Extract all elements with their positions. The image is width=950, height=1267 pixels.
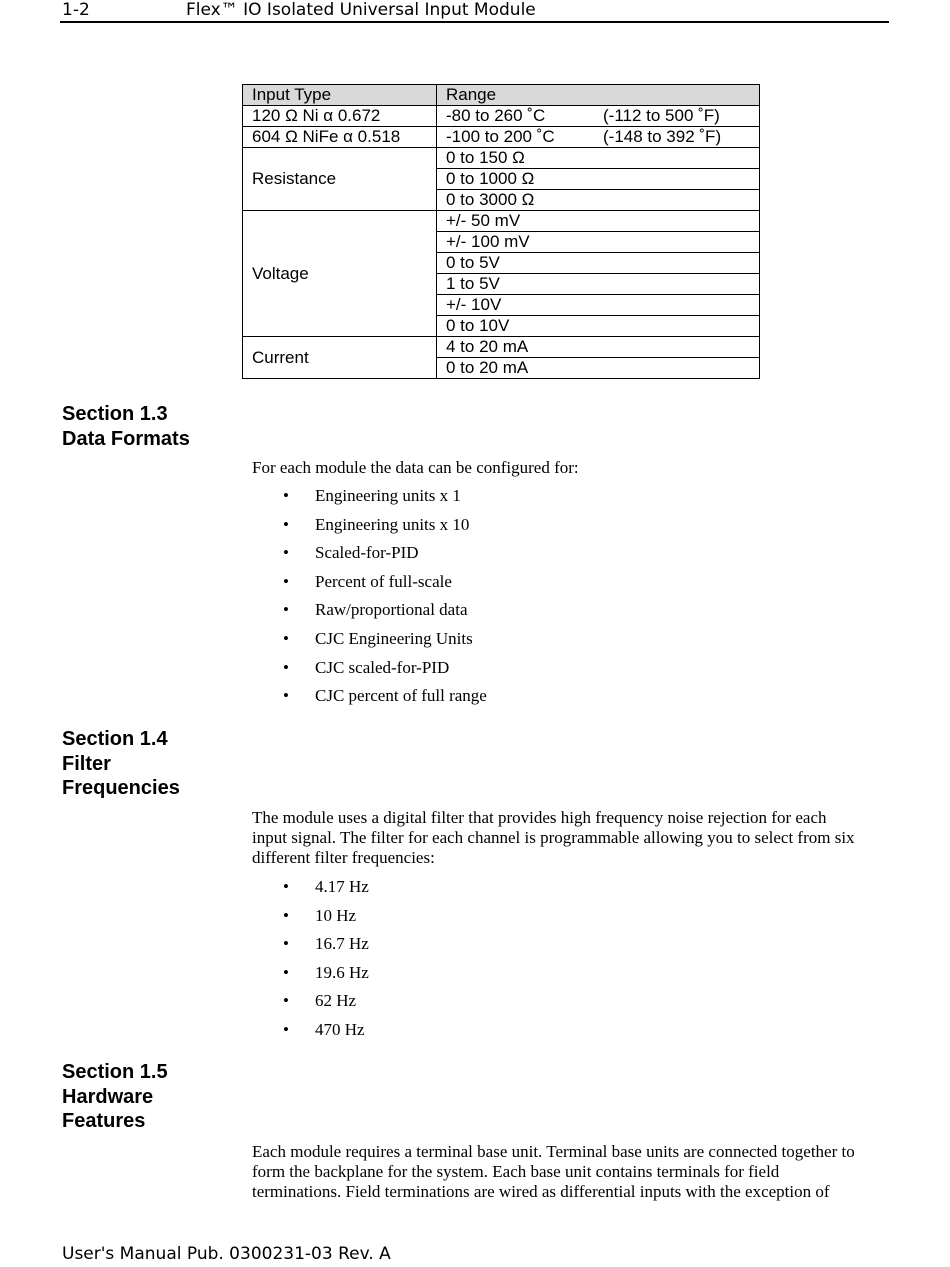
bullet-icon: •	[283, 514, 289, 534]
range-cell: +/- 100 mV	[437, 232, 760, 253]
list-item-text: Engineering units x 1	[315, 486, 461, 505]
table-row	[243, 127, 760, 148]
section-title: Frequencies	[62, 777, 180, 799]
paragraph-line: different filter frequencies:	[252, 848, 435, 867]
page-number: 1-2	[62, 0, 90, 20]
section-heading-filter-frequencies	[62, 727, 180, 801]
range-cell	[437, 127, 760, 148]
list-item	[252, 963, 369, 992]
list-item	[252, 600, 487, 629]
range-cell	[437, 106, 760, 127]
section-heading-hardware-features	[62, 1060, 168, 1134]
range-fahrenheit: (-112 to 500 ˚F)	[603, 106, 720, 125]
table-row	[243, 211, 760, 232]
paragraph-line: input signal. The filter for each channel is programmable allowing you to select from six	[252, 828, 855, 847]
paragraph-line: form the backplane for the system. Each base unit contains terminals for field	[252, 1162, 780, 1181]
list-item	[252, 686, 487, 715]
page-footer: User's Manual Pub. 0300231-03 Rev. A	[62, 1244, 391, 1264]
bullet-icon: •	[283, 486, 289, 505]
list-item-text: 62 Hz	[315, 991, 357, 1011]
bullet-icon: •	[283, 877, 289, 896]
list-item-text: Engineering units x 10	[315, 514, 470, 534]
range-cell: +/- 50 mV	[437, 211, 760, 232]
filter-frequencies-intro	[252, 808, 888, 868]
bullet-icon: •	[283, 600, 289, 620]
list-item-text: CJC Engineering Units	[315, 628, 473, 648]
range-cell: 0 to 1000 Ω	[437, 169, 760, 190]
range-fahrenheit: (-148 to 392 ˚F)	[603, 127, 722, 146]
bullet-icon: •	[283, 991, 289, 1011]
paragraph-line: Each module requires a terminal base unit. Terminal base units are connected together to	[252, 1142, 855, 1161]
running-title: Flex™ IO Isolated Universal Input Module	[186, 0, 536, 20]
table-header-row	[243, 85, 760, 106]
section-number: Section 1.4	[62, 728, 168, 750]
paragraph-line: The module uses a digital filter that provides high frequency noise rejection for each	[252, 808, 827, 827]
hardware-features-text	[252, 1142, 888, 1202]
bullet-icon: •	[283, 905, 289, 925]
list-item	[252, 934, 369, 963]
range-cell: 0 to 10V	[437, 316, 760, 337]
range-cell: 0 to 20 mA	[437, 358, 760, 379]
table-row	[243, 106, 760, 127]
range-cell: 0 to 150 Ω	[437, 148, 760, 169]
list-item	[252, 629, 487, 658]
table-row	[243, 148, 760, 169]
data-formats-list	[252, 486, 487, 715]
list-item	[252, 572, 487, 601]
range-celsius: -100 to 200 ˚C	[446, 127, 555, 146]
bullet-icon: •	[283, 686, 289, 706]
list-item	[252, 906, 369, 935]
range-cell: 1 to 5V	[437, 274, 760, 295]
range-celsius: -80 to 260 ˚C	[446, 106, 546, 125]
table-row	[243, 337, 760, 358]
column-header-input-type: Input Type	[243, 85, 437, 106]
section-number: Section 1.5	[62, 1061, 168, 1083]
input-type-cell: 120 Ω Ni α 0.672	[243, 106, 437, 127]
section-title: Data Formats	[62, 427, 190, 450]
column-header-range: Range	[437, 85, 760, 106]
list-item	[252, 991, 369, 1020]
list-item-text: 10 Hz	[315, 905, 357, 925]
list-item-text: 4.17 Hz	[315, 877, 369, 896]
input-type-cell: 604 Ω NiFe α 0.518	[243, 127, 437, 148]
list-item	[252, 543, 487, 572]
list-item-text: 19.6 Hz	[315, 962, 369, 982]
range-cell: 0 to 5V	[437, 253, 760, 274]
list-item	[252, 515, 487, 544]
range-cell: 0 to 3000 Ω	[437, 190, 760, 211]
bullet-icon: •	[283, 628, 289, 648]
section-number: Section 1.3	[62, 403, 168, 425]
bullet-icon: •	[283, 657, 289, 677]
bullet-icon: •	[283, 1019, 289, 1039]
section-title: Features	[62, 1110, 146, 1132]
data-formats-intro: For each module the data can be configured for:	[252, 458, 579, 477]
section-heading-data-formats	[62, 402, 190, 451]
section-title: Filter	[62, 752, 111, 775]
bullet-icon: •	[283, 934, 289, 954]
range-cell: 4 to 20 mA	[437, 337, 760, 358]
input-type-cell: Current	[243, 337, 437, 379]
bullet-icon: •	[283, 962, 289, 982]
range-cell: +/- 10V	[437, 295, 760, 316]
list-item	[252, 658, 487, 687]
list-item-text: 16.7 Hz	[315, 934, 369, 954]
input-type-cell: Voltage	[243, 211, 437, 337]
list-item-text: Percent of full-scale	[315, 571, 452, 591]
paragraph-line: terminations. Field terminations are wired as differential inputs with the exception of	[252, 1182, 830, 1201]
list-item	[252, 1020, 369, 1049]
list-item	[252, 877, 369, 906]
list-item-text: Raw/proportional data	[315, 600, 468, 620]
list-item	[252, 486, 487, 515]
header-rule	[60, 21, 889, 23]
input-type-cell: Resistance	[243, 148, 437, 211]
filter-frequencies-list	[252, 877, 369, 1049]
list-item-text: 470 Hz	[315, 1019, 365, 1039]
bullet-icon: •	[283, 571, 289, 591]
list-item-text: Scaled-for-PID	[315, 543, 419, 563]
list-item-text: CJC percent of full range	[315, 686, 487, 706]
bullet-icon: •	[283, 543, 289, 563]
input-range-table	[242, 84, 760, 379]
list-item-text: CJC scaled-for-PID	[315, 657, 450, 677]
section-title: Hardware	[62, 1085, 154, 1108]
